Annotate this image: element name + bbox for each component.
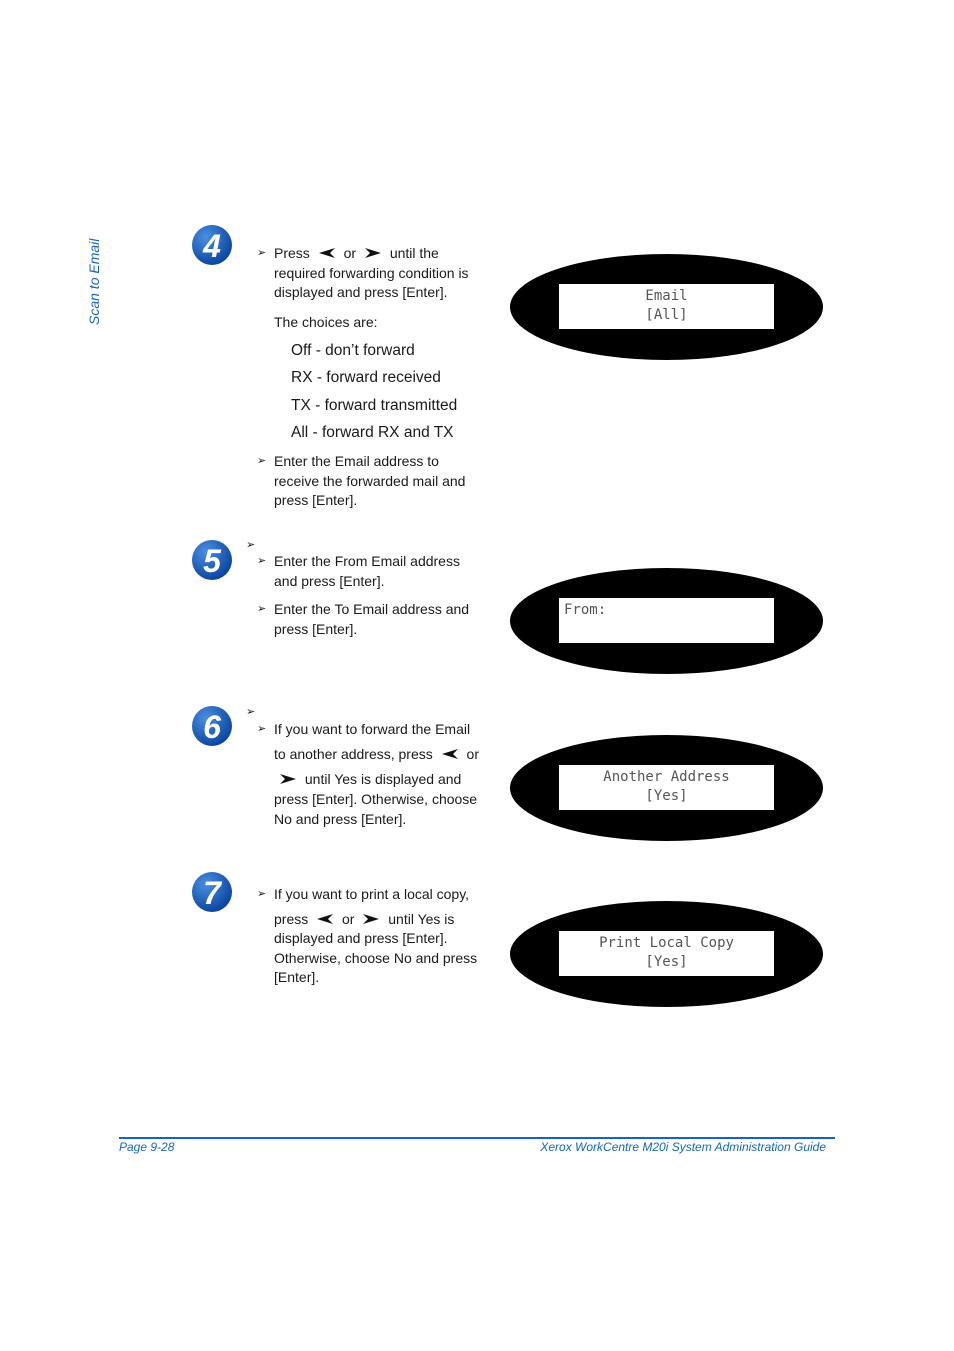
arrowhead-bullet-icon: ➢ <box>257 603 267 615</box>
step-number-icon <box>191 705 233 747</box>
arrowhead-bullet-icon: ➢ <box>257 723 267 735</box>
arrowhead-bullet-icon: ➢ <box>257 888 267 900</box>
instruction-line: press [Enter]. <box>274 492 358 508</box>
lcd-display-email <box>510 254 823 360</box>
choices-intro <box>257 313 497 333</box>
arrowhead-bullet-icon: ➢ <box>246 539 256 551</box>
or-text: or <box>466 746 479 762</box>
choice-item: RX - forward received <box>291 369 441 386</box>
lcd-screen <box>559 598 774 643</box>
lcd-line-2: [Yes] <box>645 788 688 804</box>
until-text: until the <box>389 245 439 261</box>
right-arrow-key-icon <box>364 247 382 259</box>
instruction-line: displayed and press [Enter]. <box>274 284 448 300</box>
instruction-line: Enter the To Email address and <box>274 601 470 617</box>
instruction-line: receive the forwarded mail and <box>274 472 466 489</box>
choice-item: All - forward RX and TX <box>291 424 454 441</box>
instruction-line: [Enter]. <box>274 969 320 985</box>
left-arrow-key-icon <box>441 748 459 760</box>
step-5-badge <box>191 539 233 581</box>
step-7-badge <box>191 871 233 913</box>
right-arrow-key-icon <box>279 773 297 785</box>
instruction-line: If you want to forward the Email <box>274 721 471 737</box>
left-arrow-key-icon <box>318 247 336 259</box>
step-5-instruction-1 <box>257 552 497 591</box>
instruction-line: to another address, press <box>274 746 433 762</box>
instruction-line: Otherwise, choose No and press <box>274 949 478 966</box>
instruction-line: required forwarding condition is <box>274 264 469 281</box>
press-text: press <box>274 910 309 927</box>
instruction-line: No and press [Enter]. <box>274 811 407 827</box>
step-5-number: 5 <box>203 543 221 579</box>
lcd-line-1: Another Address <box>603 769 730 785</box>
lcd-screen <box>559 765 774 810</box>
step-4-instruction-1 <box>257 244 497 303</box>
step-7-instruction <box>257 885 497 988</box>
section-title: Scan to Email <box>86 238 102 325</box>
choice-item: Off - don’t forward <box>291 342 415 359</box>
step-4-instruction-2 <box>257 452 497 511</box>
instruction-line: If you want to print a local copy, <box>274 886 470 902</box>
lcd-display-from <box>510 568 823 674</box>
instruction-line: displayed and press [Enter]. <box>274 930 448 946</box>
step-4-number: 4 <box>203 228 221 264</box>
footer-guide-title: Xerox WorkCentre M20i System Administration Guide <box>540 1140 826 1154</box>
left-arrow-key-icon <box>316 913 334 925</box>
choices-intro-text: The choices are: <box>274 314 378 330</box>
footer-rule <box>119 1137 835 1139</box>
instruction-line: and press [Enter]. <box>274 572 385 589</box>
step-7-number: 7 <box>203 875 221 911</box>
instruction-line: until Yes is displayed and <box>304 771 462 787</box>
arrowhead-bullet-icon: ➢ <box>257 455 267 467</box>
until-text: until Yes is <box>388 910 455 927</box>
instruction-line: Enter the From Email address <box>274 553 460 569</box>
right-arrow-key-icon <box>362 913 380 925</box>
arrowhead-bullet-icon: ➢ <box>246 706 256 718</box>
choice-item: TX - forward transmitted <box>291 397 458 414</box>
lcd-line-1: From: <box>564 602 607 618</box>
instruction-line: press [Enter]. Otherwise, choose <box>274 791 478 807</box>
step-5-instruction-2 <box>257 600 497 639</box>
lcd-display-another-address <box>510 735 823 841</box>
step-4-badge <box>191 224 233 266</box>
lcd-screen <box>559 284 774 329</box>
step-number-icon <box>191 539 233 581</box>
step-6-instruction <box>257 719 497 829</box>
or-text: or <box>342 910 355 927</box>
lcd-line-1: Print Local Copy <box>599 935 734 951</box>
footer-page-number: Page 9-28 <box>119 1140 175 1154</box>
lcd-display-print-local-copy <box>510 901 823 1007</box>
step-6-badge <box>191 705 233 747</box>
instruction-line: Enter the Email address to <box>274 453 439 469</box>
lcd-screen <box>559 931 774 976</box>
press-text: Press <box>274 245 310 261</box>
lcd-line-2: [All] <box>645 307 688 323</box>
step-6-number: 6 <box>203 709 221 745</box>
instruction-line: press [Enter]. <box>274 620 358 637</box>
arrowhead-bullet-icon: ➢ <box>257 247 267 259</box>
lcd-line-2: [Yes] <box>645 954 688 970</box>
or-text: or <box>343 245 357 261</box>
step-number-icon <box>191 871 233 913</box>
lcd-line-1: Email <box>645 288 688 304</box>
arrowhead-bullet-icon: ➢ <box>257 555 267 567</box>
step-number-icon <box>191 224 233 266</box>
